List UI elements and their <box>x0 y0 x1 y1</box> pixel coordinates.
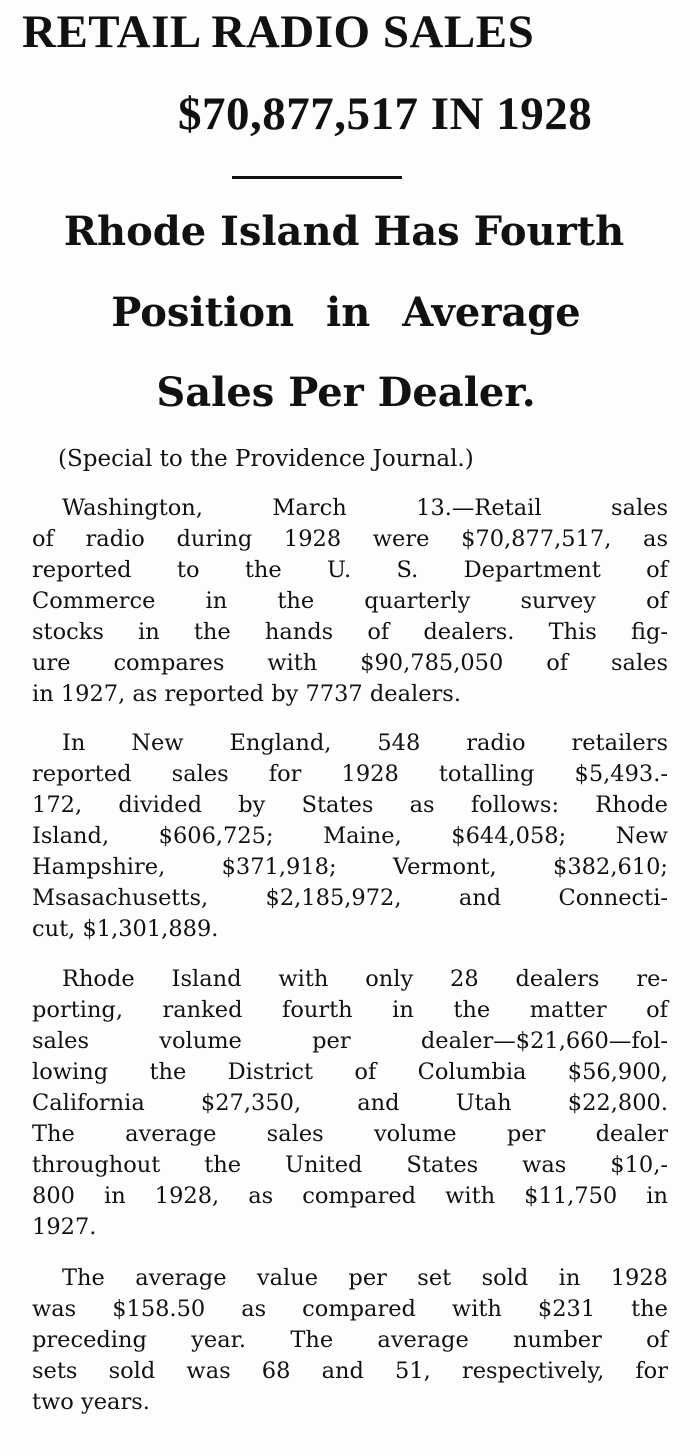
body-line: Commerce in the quarterly survey of <box>32 588 668 614</box>
body-line: porting, ranked fourth in the matter of <box>32 997 668 1023</box>
body-line: reported to the U. S. Department of <box>32 557 668 583</box>
body-line: The average sales volume per dealer <box>32 1121 668 1147</box>
body-line: cut, $1,301,889. <box>32 916 219 942</box>
body-line: lowing the District of Columbia $56,900, <box>32 1059 668 1085</box>
body-line: was $158.50 as compared with $231 the <box>32 1296 668 1322</box>
body-line: in 1927, as reported by 7737 dealers. <box>32 681 461 707</box>
body-line: 172, divided by States as follows: Rhode <box>32 792 668 818</box>
body-line: Hampshire, $371,918; Vermont, $382,610; <box>32 854 668 880</box>
body-line: In New England, 548 radio retailers <box>62 730 668 756</box>
headline-line-2: $70,877,517 IN 1928 <box>178 88 593 140</box>
body-line: stocks in the hands of dealers. This fig- <box>32 619 668 645</box>
subhead-line-2: Position in Average <box>111 289 581 336</box>
headline-line-1: RETAIL RADIO SALES <box>22 6 535 58</box>
body-line: Washington, March 13.—Retail sales <box>62 495 668 521</box>
body-line: reported sales for 1928 totalling $5,493.- <box>32 761 668 787</box>
body-line: The average value per set sold in 1928 <box>62 1265 668 1291</box>
body-line: Msasachusetts, $2,185,972, and Connecti- <box>32 885 668 911</box>
headline-divider <box>232 176 402 179</box>
body-line: Rhode Island with only 28 dealers re- <box>62 966 668 992</box>
body-line: sets sold was 68 and 51, respectively, for <box>32 1358 668 1384</box>
body-line: two years. <box>32 1389 150 1415</box>
body-line: 1927. <box>32 1214 97 1240</box>
subhead-line-3: Sales Per Dealer. <box>156 369 536 416</box>
body-line: of radio during 1928 were $70,877,517, as <box>32 526 668 552</box>
dateline-credit: (Special to the Providence Journal.) <box>58 446 474 472</box>
body-line: ure compares with $90,785,050 of sales <box>32 650 668 676</box>
subhead-line-1: Rhode Island Has Fourth <box>63 208 625 255</box>
body-line: California $27,350, and Utah $22,800. <box>32 1090 668 1116</box>
body-line: throughout the United States was $10,- <box>32 1152 668 1178</box>
body-line: Island, $606,725; Maine, $644,058; New <box>32 823 668 849</box>
body-line: preceding year. The average number of <box>32 1327 668 1353</box>
body-line: 800 in 1928, as compared with $11,750 in <box>32 1183 668 1209</box>
body-line: sales volume per dealer—$21,660—fol- <box>32 1028 668 1054</box>
